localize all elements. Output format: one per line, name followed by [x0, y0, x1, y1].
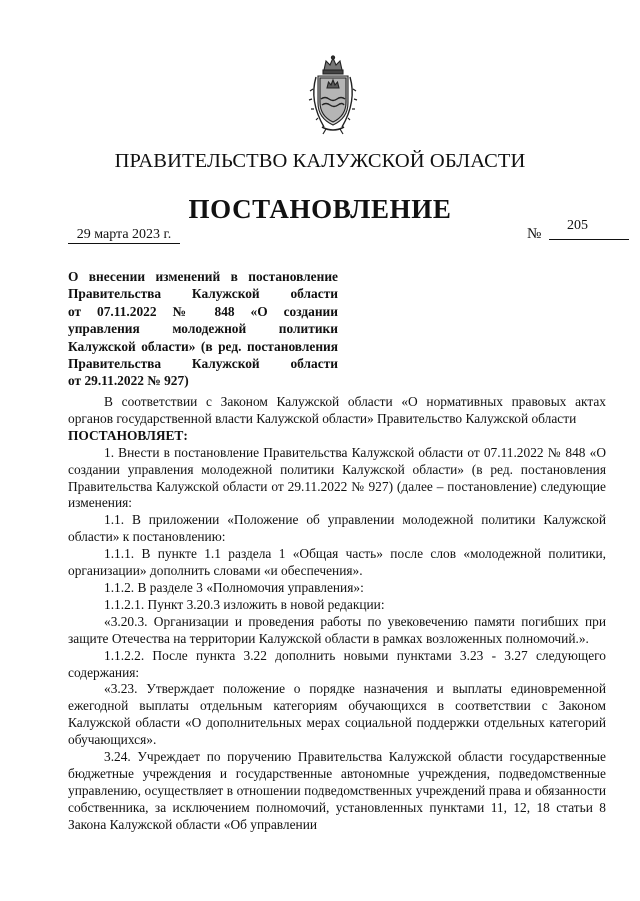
- body-paragraph: «3.23. Утверждает положение о порядке назначения и выплаты единовременной ежегодной выплаты отдельным категориям обучающихся в соответствии с Законом Калужской области «О дополнительных мерах социальной поддержки отдельных категорий обучающихся».: [68, 681, 606, 748]
- number-underline: [549, 238, 629, 240]
- number-value: 205: [567, 218, 588, 233]
- body-paragraph: 3.24. Учреждает по поручению Правительства Калужской области государственные бюджетные учреждения и государственные автономные учреждения, подведомственные управлению, осуществляет в отношении подведомственных учреждений права и обязанности собственника, за исключением полномочий, установленных пунктами 11, 12, 18 статьи 8 Закона Калужской области «Об управлении: [68, 749, 606, 832]
- subject-line: от 29.11.2022 № 927): [68, 373, 189, 389]
- document-type-title: ПОСТАНОВЛЕНИЕ: [188, 194, 452, 224]
- government-title: ПРАВИТЕЛЬСТВО КАЛУЖСКОЙ ОБЛАСТИ: [114, 150, 526, 172]
- subject-line: Калужской области» (в ред. постановления: [68, 338, 338, 354]
- document-subject: [68, 268, 338, 390]
- preamble-paragraph: В соответствии с Законом Калужской области «О нормативных правовых актах органов государственной власти Калужской области» Правительство Калужской области: [68, 394, 606, 426]
- subject-line: управления молодежной политики: [68, 321, 338, 337]
- subject-line: от 07.11.2022 № 848 «О создании: [68, 303, 338, 319]
- body-paragraph: 1.1. В приложении «Положение об управлении молодежной политики Калужской области» к постановлению:: [68, 512, 606, 545]
- decree-word: ПОСТАНОВЛЯЕТ:: [68, 427, 188, 443]
- subject-line: Правительства Калужской области: [68, 356, 338, 372]
- document-body: [68, 394, 606, 834]
- body-paragraph: «3.20.3. Организации и проведения работы по увековечению памяти погибших при защите Отечества на территории Калужской области в рамках возложенных полномочий.».: [68, 613, 606, 646]
- document-date: 29 марта 2023 г.: [68, 226, 180, 244]
- body-paragraph: 1.1.2. В разделе 3 «Полномочия управления»:: [104, 579, 364, 595]
- subject-line: Правительства Калужской области: [68, 286, 338, 302]
- coat-of-arms-icon: [306, 55, 360, 135]
- number-sign: №: [527, 226, 542, 242]
- body-paragraph: 1.1.2.2. После пункта 3.22 дополнить новыми пунктами 3.23 - 3.27 следующего содержания:: [68, 647, 606, 680]
- subject-line: О внесении изменений в постановление: [68, 269, 338, 284]
- body-paragraph: 1. Внести в постановление Правительства Калужской области от 07.11.2022 № 848 «О создании управления молодежной политики Калужской области» (в ред. постановления Правительства Калужской области от 29.11.2022 № 927) (далее – постановление) следующие изменения:: [68, 444, 606, 511]
- body-paragraph: 1.1.2.1. Пункт 3.20.3 изложить в новой редакции:: [104, 596, 385, 612]
- body-paragraph: 1.1.1. В пункте 1.1 раздела 1 «Общая часть» после слов «молодежной политики, организации» дополнить словами «и обеспечения».: [68, 546, 606, 579]
